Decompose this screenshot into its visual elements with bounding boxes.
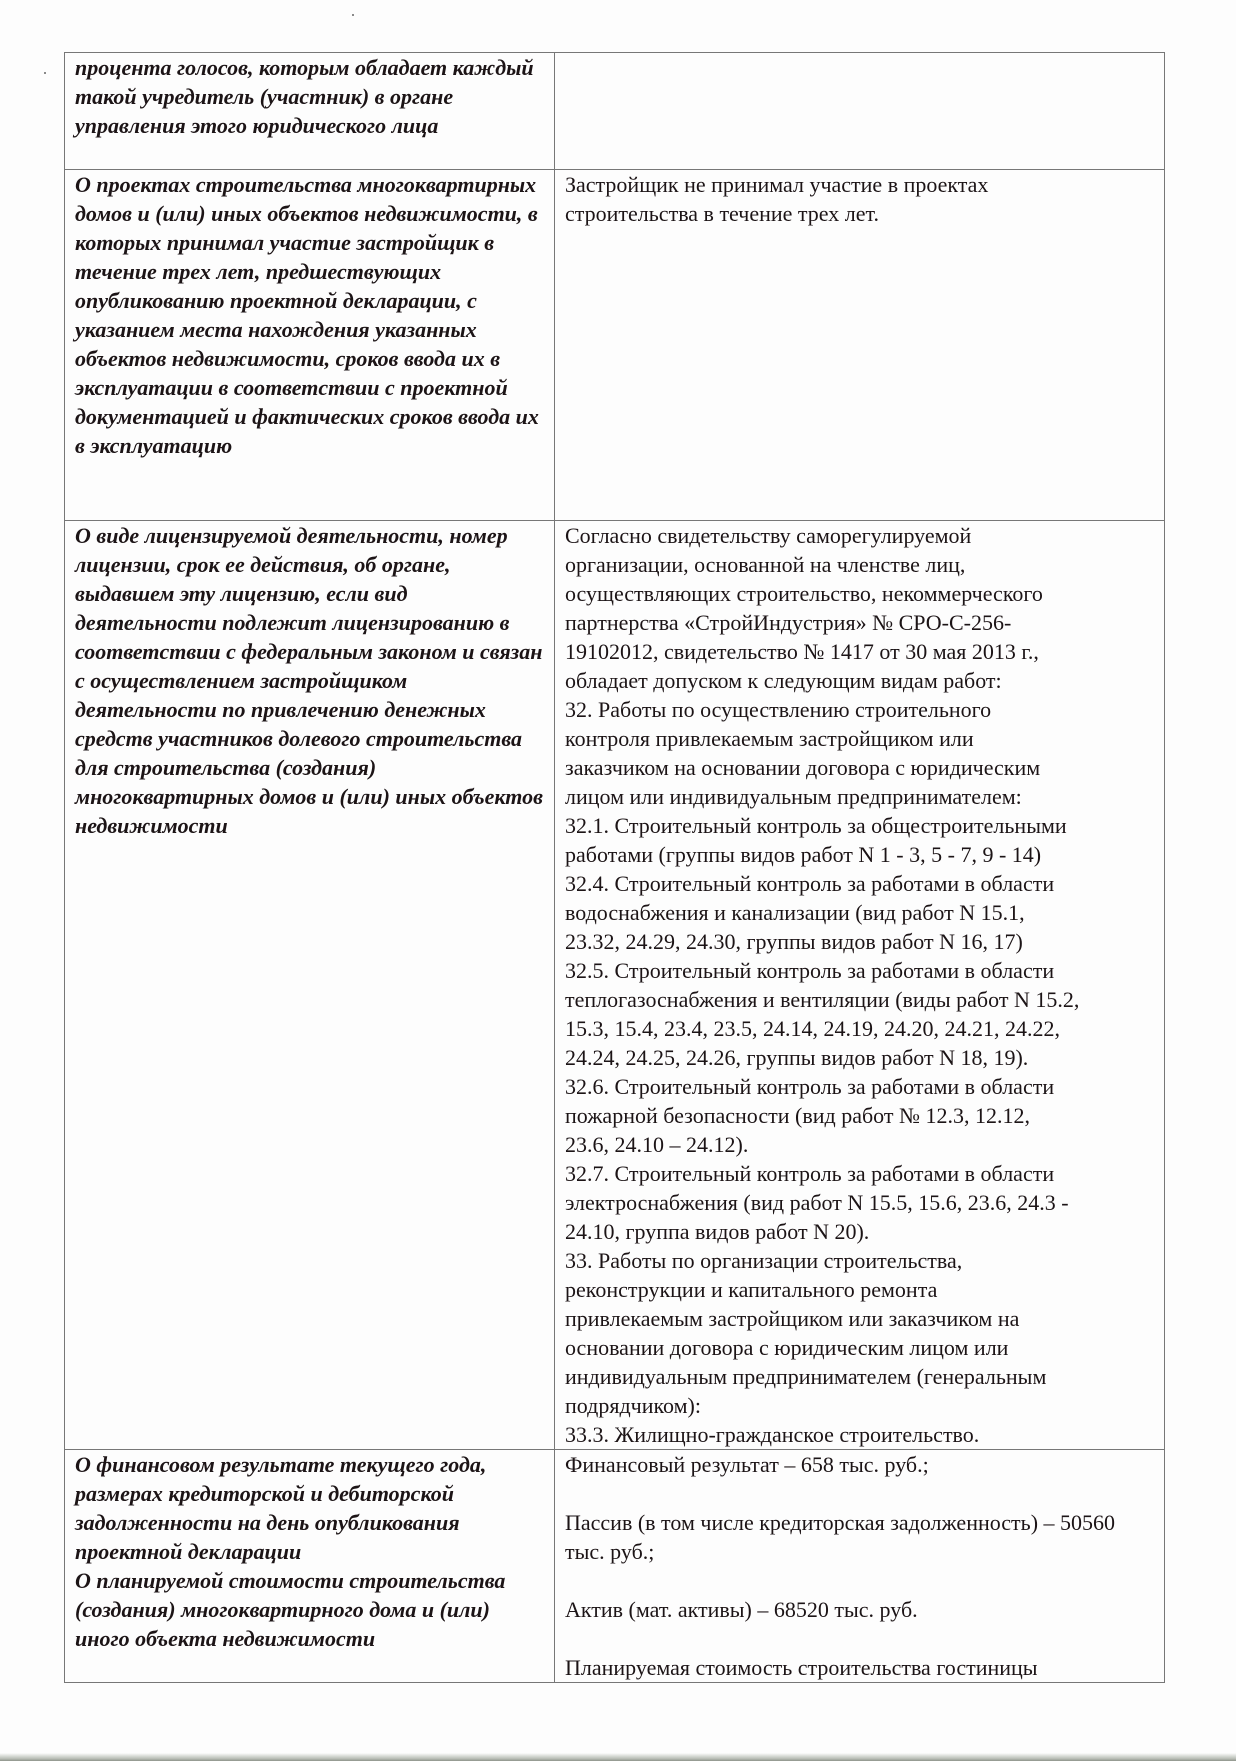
- answer-line: осуществляющих строительство, некоммерческого: [565, 581, 1043, 606]
- answer-line: Согласно свидетельству саморегулируемой: [565, 523, 972, 548]
- answer-line: индивидуальным предпринимателем (генеральным: [565, 1364, 1047, 1389]
- scan-speck: [44, 72, 46, 74]
- table-row: [65, 521, 1165, 1450]
- answer-line: заказчиком на основании договора с юридическим: [565, 755, 1041, 780]
- answer-line: 32.6. Строительный контроль за работами в области: [565, 1074, 1055, 1099]
- answer-line: работами (группы видов работ N 1 - 3, 5 - 7, 9 - 14): [565, 842, 1042, 867]
- answer-line: партнерства «СтройИндустрия» № СРО-С-256-: [565, 610, 1012, 635]
- scan-speck: [352, 14, 354, 16]
- answer-line: 19102012, свидетельство № 1417 от 30 мая 2013 г.,: [565, 639, 1039, 664]
- row-answer: [555, 1450, 1165, 1683]
- row-answer: [555, 170, 1165, 521]
- answer-line: организации, основанной на членстве лиц,: [565, 552, 966, 577]
- answer-line: 23.32, 24.29, 24.30, группы видов работ N 16, 17): [565, 929, 1023, 954]
- answer-line: 32.5. Строительный контроль за работами в области: [565, 958, 1055, 983]
- row-question: О проектах строительства многоквартирных домов и (или) иных объектов недвижимости, в которых принимал участие застройщик в течение трех лет, предшествующих опубликованию проектной декларации, с указанием места нахождения указанных объектов недвижимости, сроков ввода их в эксплуатации в соответствии с проектной документацией и фактических сроков ввода их в эксплуатацию: [65, 170, 555, 521]
- declaration-table: [64, 52, 1165, 1683]
- answer-line: пожарной безопасности (вид работ № 12.3, 12.12,: [565, 1103, 1030, 1128]
- answer-line: 32.7. Строительный контроль за работами в области: [565, 1161, 1055, 1186]
- question-financial: О финансовом результате текущего года, размерах кредиторской и дебиторской задолженности на день опубликования проектной декларации: [75, 1452, 487, 1564]
- answer-line: 32.1. Строительный контроль за общестроительными: [565, 813, 1067, 838]
- planned-cost: Планируемая стоимость строительства гостиницы: [565, 1655, 1038, 1680]
- answer-line: 15.3, 15.4, 23.4, 23.5, 24.14, 24.19, 24.20, 24.21, 24.22,: [565, 1016, 1060, 1041]
- assets: Актив (мат. активы) – 68520 тыс. руб.: [565, 1597, 918, 1622]
- question-planned-cost: О планируемой стоимости строительства (создания) многоквартирного дома и (или) иного объекта недвижимости: [75, 1568, 506, 1651]
- answer-line: строительства в течение трех лет.: [565, 201, 879, 226]
- scan-edge: [0, 1753, 1236, 1761]
- row-question: [65, 1450, 555, 1683]
- answer-line: контроля привлекаемым застройщиком или: [565, 726, 974, 751]
- answer-line: основании договора с юридическим лицом или: [565, 1335, 1009, 1360]
- table-row: [65, 1450, 1165, 1683]
- answer-line: подрядчиком):: [565, 1393, 701, 1418]
- answer-line: привлекаемым застройщиком или заказчиком на: [565, 1306, 1020, 1331]
- answer-line: 23.6, 24.10 – 24.12).: [565, 1132, 749, 1157]
- answer-line: Застройщик не принимал участие в проектах: [565, 172, 989, 197]
- row-answer: [555, 521, 1165, 1450]
- answer-line: теплогазоснабжения и вентиляции (виды работ N 15.2,: [565, 987, 1080, 1012]
- answer-line: 24.10, группа видов работ N 20).: [565, 1219, 870, 1244]
- answer-line: обладает допуском к следующим видам работ:: [565, 668, 1002, 693]
- answer-line: электроснабжения (вид работ N 15.5, 15.6, 23.6, 24.3 -: [565, 1190, 1069, 1215]
- row-question: процента голосов, которым обладает каждый такой учредитель (участник) в органе управления этого юридического лица: [65, 53, 555, 170]
- financial-result: Финансовый результат – 658 тыс. руб.;: [565, 1452, 929, 1477]
- row-answer-empty: [555, 53, 1165, 170]
- table-row: [65, 53, 1165, 170]
- answer-line: водоснабжения и канализации (вид работ N 15.1,: [565, 900, 1025, 925]
- answer-line: 24.24, 24.25, 24.26, группы видов работ N 18, 19).: [565, 1045, 1029, 1070]
- answer-line: 33. Работы по организации строительства,: [565, 1248, 963, 1273]
- answer-line: 32.4. Строительный контроль за работами в области: [565, 871, 1055, 896]
- answer-line: лицом или индивидуальным предпринимателем:: [565, 784, 1022, 809]
- liabilities: Пассив (в том числе кредиторская задолженность) – 50560 тыс. руб.;: [565, 1510, 1116, 1564]
- table-row: [65, 170, 1165, 521]
- row-question: О виде лицензируемой деятельности, номер лицензии, срок ее действия, об органе, выдавшем эту лицензию, если вид деятельности подлежит лицензированию в соответствии с федеральным законом и связан с осуществлением застройщиком деятельности по привлечению денежных средств участников долевого строительства для строительства (создания) многоквартирных домов и (или) иных объектов недвижимости: [65, 521, 555, 1450]
- answer-line: 33.3. Жилищно-гражданское строительство.: [565, 1422, 980, 1447]
- answer-line: 32. Работы по осуществлению строительного: [565, 697, 992, 722]
- answer-line: реконструкции и капитального ремонта: [565, 1277, 938, 1302]
